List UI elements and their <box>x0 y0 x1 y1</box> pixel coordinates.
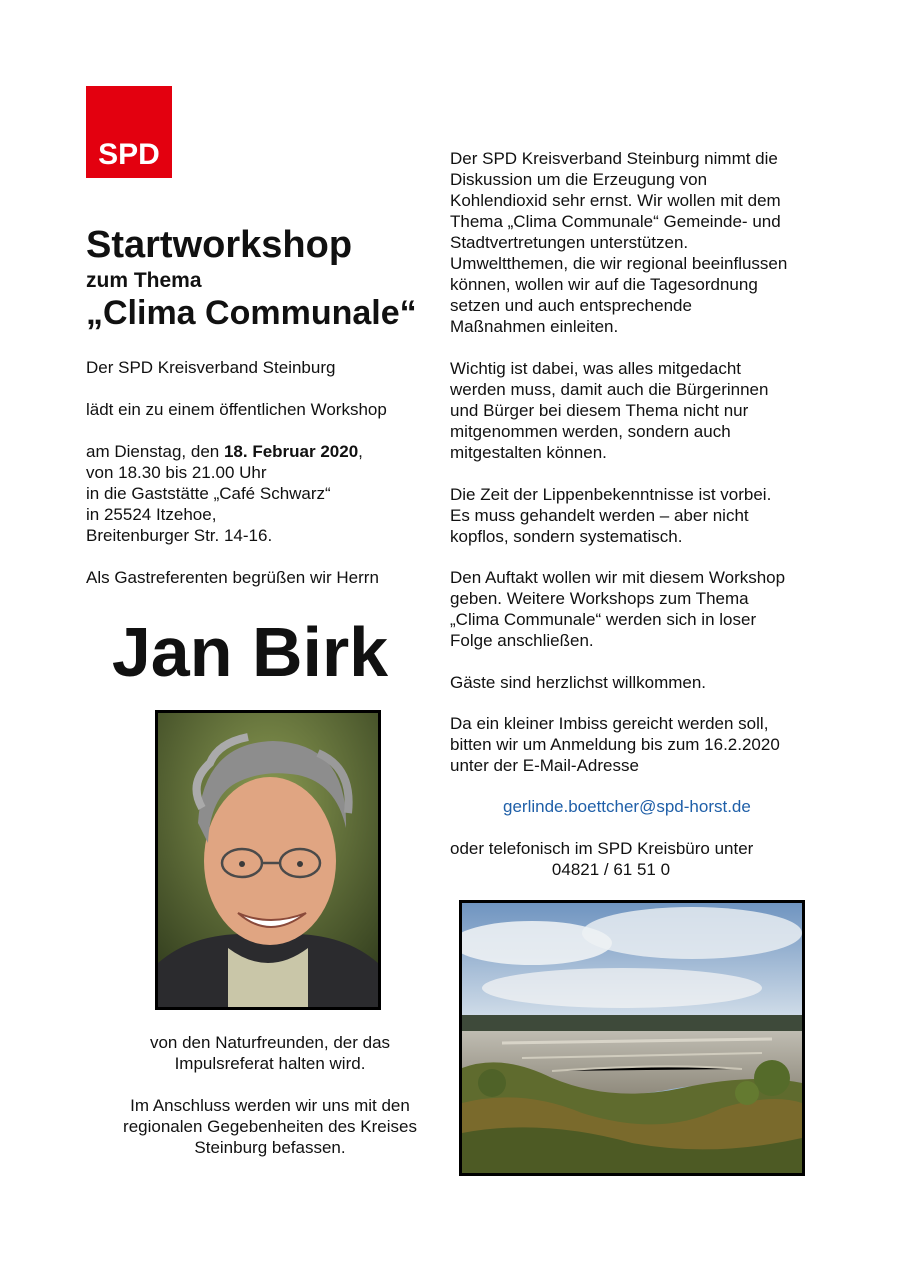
right-paragraph-1 <box>450 148 870 337</box>
spd-logo-text: SPD <box>98 138 160 171</box>
p6-line: unter der E-Mail-Adresse <box>450 756 639 775</box>
right-paragraph-3 <box>450 484 870 547</box>
right-paragraph-2 <box>450 358 870 463</box>
p1-line: Maßnahmen einleiten. <box>450 317 619 336</box>
followup-line-2: regionalen Gegebenheiten des Kreises <box>123 1117 417 1136</box>
p3-line: Die Zeit der Lippenbekenntnisse ist vorbei. <box>450 485 772 504</box>
p1-line: Der SPD Kreisverband Steinburg nimmt die <box>450 149 778 168</box>
p6-line: Da ein kleiner Imbiss gereicht werden soll, <box>450 714 769 733</box>
p2-line: mitgestalten können. <box>450 443 607 462</box>
p2-line: mitgenommen werden, sondern auch <box>450 422 731 441</box>
guest-intro: Als Gastreferenten begrüßen wir Herrn <box>86 568 379 587</box>
email-link[interactable]: gerlinde.boettcher@spd-horst.de <box>503 797 751 816</box>
p6-line: bitten wir um Anmeldung bis zum 16.2.2020 <box>450 735 780 754</box>
p1-line: Stadtvertretungen unterstützen. <box>450 233 689 252</box>
caption-line-1: von den Naturfreunden, der das <box>149 1033 391 1052</box>
host-line: Der SPD Kreisverband Steinburg <box>86 358 336 377</box>
p4-line: Folge anschließen. <box>450 631 594 650</box>
right-paragraph-4 <box>450 567 870 651</box>
phone-number: 04821 / 61 51 0 <box>551 860 671 879</box>
p1-line: Thema „Clima Communale“ Gemeinde- und <box>450 212 781 231</box>
right-paragraph-6 <box>450 713 870 776</box>
date-bold: 18. Februar 2020 <box>223 442 359 461</box>
headline-topic: „Clima Communale“ <box>86 294 417 332</box>
p2-line: werden muss, damit auch die Bürgerinnen <box>450 380 769 399</box>
p2-line: Wichtig ist dabei, was alles mitgedacht <box>450 359 742 378</box>
p4-line: „Clima Communale“ werden sich in loser <box>450 610 757 629</box>
landscape-photo <box>459 900 805 1176</box>
date-line <box>86 441 363 462</box>
p1-line: können, wollen wir auf die Tagesordnung <box>450 275 758 294</box>
p1-line: Kohlendioxid sehr ernst. Wir wollen mit dem <box>450 191 781 210</box>
welcome-line: Gäste sind herzlichst willkommen. <box>450 673 707 692</box>
invite-line: lädt ein zu einem öffentlichen Workshop <box>86 400 387 419</box>
speaker-portrait-illustration <box>158 713 378 1007</box>
headline-title: Startworkshop <box>86 224 353 266</box>
city-line: in 25524 Itzehoe, <box>86 505 217 524</box>
phone-intro: oder telefonisch im SPD Kreisbüro unter <box>450 839 754 858</box>
p2-line: und Bürger bei diesem Thema nicht nur <box>450 401 749 420</box>
open-pit-landscape-illustration <box>462 903 802 1173</box>
headline-subtitle: zum Thema <box>86 269 202 292</box>
spd-logo <box>86 86 172 178</box>
followup-line-1: Im Anschluss werden wir uns mit den <box>130 1096 410 1115</box>
p1-line: Diskussion um die Erzeugung von <box>450 170 708 189</box>
followup-line-3: Steinburg befassen. <box>194 1138 346 1157</box>
p4-line: Den Auftakt wollen wir mit diesem Workshop <box>450 568 786 587</box>
p3-line: kopflos, sondern systematisch. <box>450 527 683 546</box>
date-suffix: , <box>358 442 363 461</box>
caption-line-2: Impulsreferat halten wird. <box>174 1054 366 1073</box>
speaker-photo <box>155 710 381 1010</box>
date-prefix: am Dienstag, den <box>86 442 224 461</box>
p1-line: setzen und auch entsprechende <box>450 296 692 315</box>
street-line: Breitenburger Str. 14-16. <box>86 526 273 545</box>
speaker-name: Jan Birk <box>111 613 389 691</box>
p4-line: geben. Weitere Workshops zum Thema <box>450 589 749 608</box>
p3-line: Es muss gehandelt werden – aber nicht <box>450 506 749 525</box>
venue-line: in die Gaststätte „Café Schwarz“ <box>86 484 331 503</box>
time-line: von 18.30 bis 21.00 Uhr <box>86 463 267 482</box>
p1-line: Umweltthemen, die wir regional beeinflussen <box>450 254 788 273</box>
